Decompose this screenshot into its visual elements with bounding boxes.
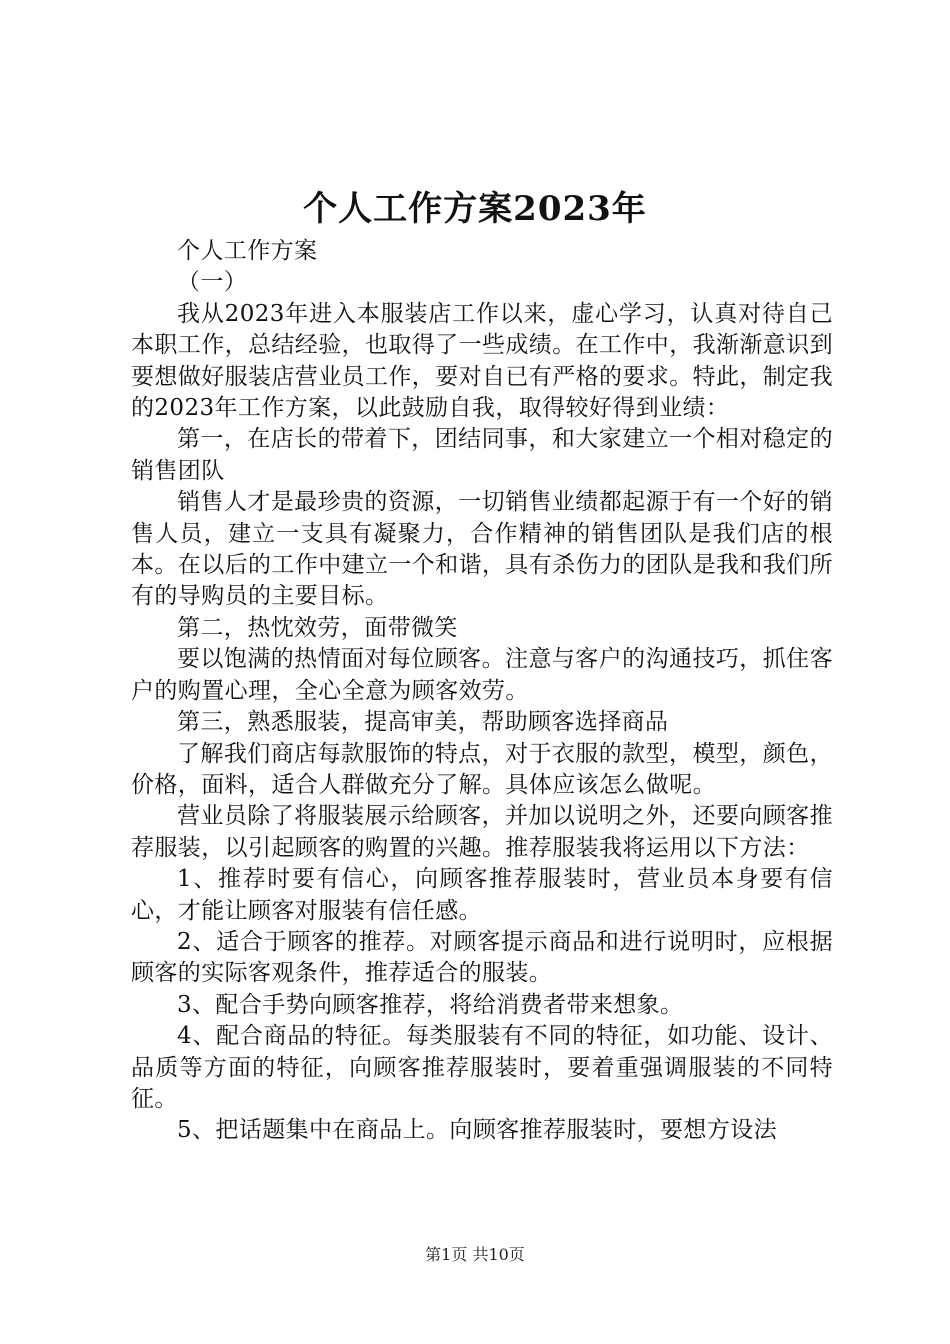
paragraph: 我从2023年进入本服装店工作以来，虚心学习，认真对待自己本职工作，总结经验，也取得了一些成绩。在工作中，我渐渐意识到要想做好服装店营业员工作，要对自已有严格的要求。特此，制定我的2023年工作方案，以此鼓励自我，取得较好得到业绩： [131,300,833,422]
paragraph: 要以饱满的热情面对每位顾客。注意与客户的沟通技巧，抓住客户的购置心理，全心全意为顾客效劳。 [131,646,833,704]
paragraph: 个人工作方案 [177,238,318,264]
paragraph: 了解我们商店每款服饰的特点，对于衣服的款型，模型，颜色，价格，面料，适合人群做充分了解。具体应该怎么做呢。 [131,740,833,798]
document-body [131,236,833,1147]
paragraph: 销售人才是最珍贵的资源，一切销售业绩都起源于有一个好的销售人员，建立一支具有凝聚力，合作精神的销售团队是我们店的根本。在以后的工作中建立一个和谐，具有杀伤力的团队是我和我们所有的导购员的主要目标。 [131,489,833,610]
paragraph: 1、推荐时要有信心，向顾客推荐服装时，营业员本身要有信心，才能让顾客对服装有信任感。 [131,866,833,924]
paragraph: 3、配合手势向顾客推荐，将给消费者带来想象。 [177,991,684,1018]
document-title: 个人工作方案2023年 [303,189,647,229]
paragraph: 第三，熟悉服装，提高审美，帮助顾客选择商品 [177,709,669,736]
paragraph: 2、适合于顾客的推荐。对顾客提示商品和进行说明时，应根据顾客的实际客观条件，推荐适合的服装。 [131,928,833,987]
paragraph: 营业员除了将服装展示给顾客，并加以说明之外，还要向顾客推荐服装，以引起顾客的购置的兴趣。推荐服装我将运用以下方法： [131,803,833,861]
paragraph: 第一，在店长的带着下，团结同事，和大家建立一个相对稳定的销售团队 [131,426,833,484]
paragraph: 4、配合商品的特征。每类服装有不同的特征，如功能、设计、品质等方面的特征，向顾客推荐服装时，要着重强调服装的不同特征。 [131,1023,833,1112]
paragraph: 第二，热忱效劳，面带微笑 [177,614,458,641]
paragraph: （一） [177,269,248,296]
paragraph: 5、把话题集中在商品上。向顾客推荐服装时，要想方设法 [177,1117,778,1144]
page-number: 第1页 共10页 [425,1245,525,1264]
